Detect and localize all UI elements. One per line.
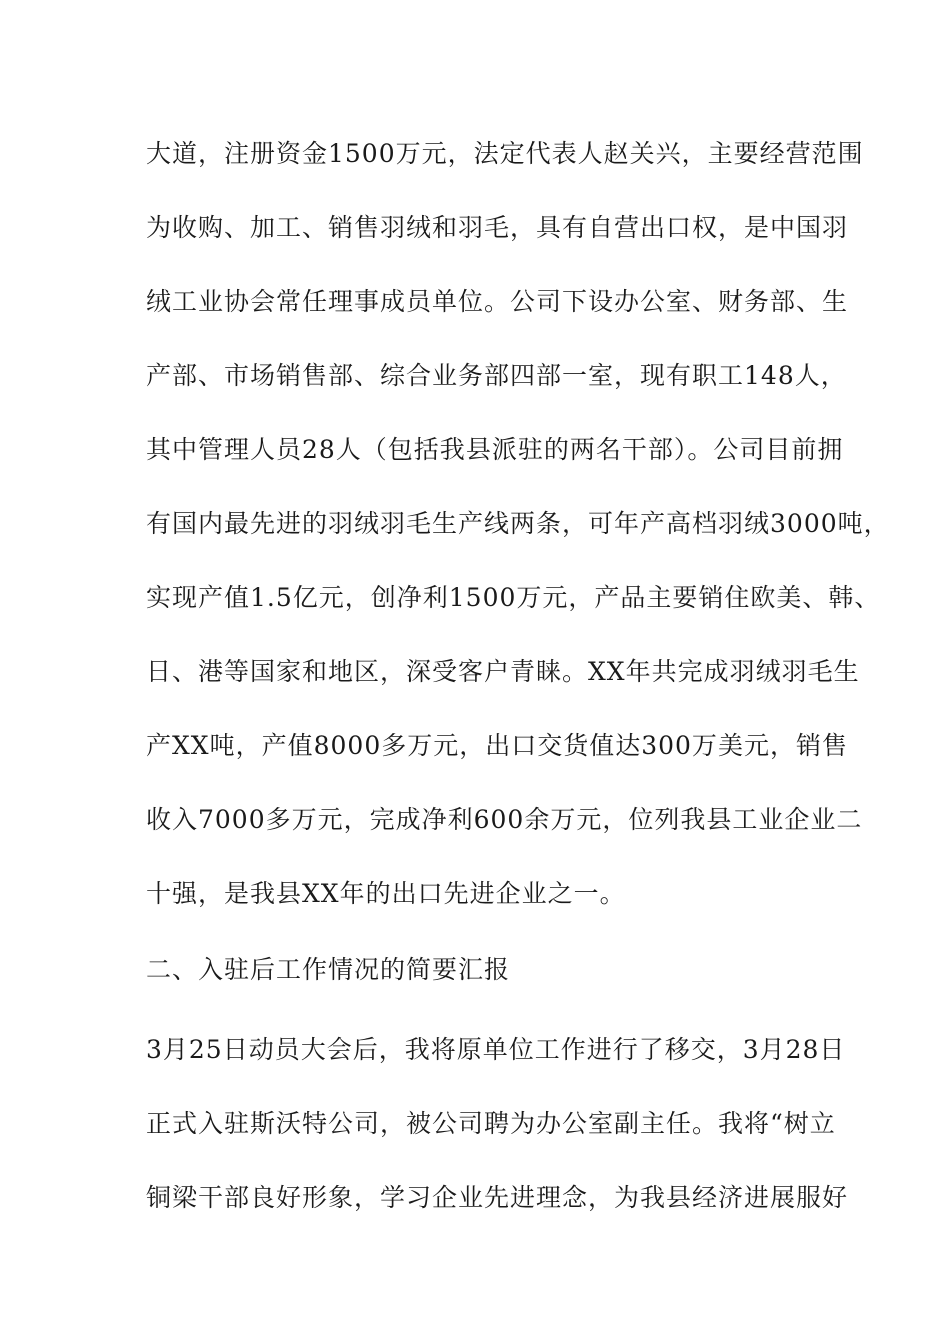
- body-text-line: 日、港等国家和地区，深受客户青睐。XX年共完成羽绒羽毛生: [146, 657, 860, 686]
- body-text-line: 有国内最先进的羽绒羽毛生产线两条，可年产高档羽绒3000吨，: [146, 509, 890, 538]
- body-text-line: 其中管理人员28人（包括我县派驻的两名干部）。公司目前拥: [146, 435, 844, 464]
- body-text-line: 为收购、加工、销售羽绒和羽毛，具有自营出口权，是中国羽: [146, 213, 849, 242]
- body-text-line: 产部、市场销售部、综合业务部四部一室，现有职工148人，: [146, 361, 847, 390]
- body-text-line: 绒工业协会常任理事成员单位。公司下设办公室、财务部、生: [146, 287, 849, 316]
- body-text-line: 3月25日动员大会后，我将原单位工作进行了移交，3月28日: [146, 1035, 846, 1064]
- body-text-line: 大道，注册资金1500万元，法定代表人赵关兴，主要经营范围: [146, 139, 864, 168]
- body-text-line: 十强，是我县XX年的出口先进企业之一。: [146, 879, 626, 908]
- body-text-line: 正式入驻斯沃特公司，被公司聘为办公室副主任。我将“树立: [146, 1109, 836, 1138]
- body-text-line: 实现产值1.5亿元，创净利1500万元，产品主要销住欧美、韩、: [146, 583, 881, 612]
- body-text-line: 收入7000多万元，完成净利600余万元，位列我县工业企业二: [146, 805, 863, 834]
- body-text-line: 产XX吨，产值8000多万元，出口交货值达300万美元，销售: [146, 731, 848, 760]
- body-text-line: 铜梁干部良好形象，学习企业先进理念，为我县经济进展服好: [146, 1183, 849, 1212]
- section-heading: 二、入驻后工作情况的简要汇报: [146, 955, 511, 984]
